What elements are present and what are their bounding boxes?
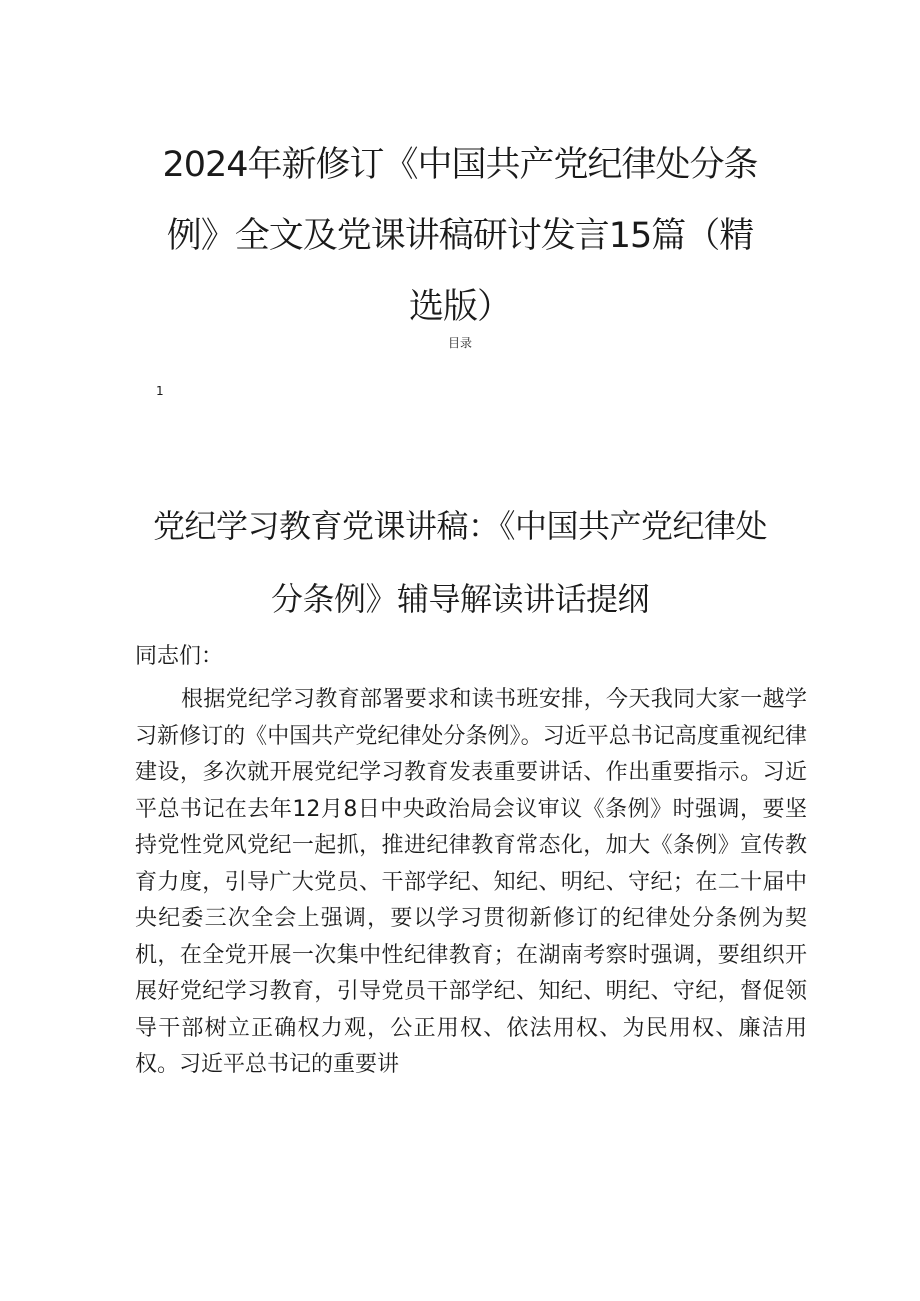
toc-label: 目录 [447, 336, 472, 350]
toc-entry[interactable]: 1 [156, 384, 164, 398]
salutation: 同志们： [135, 644, 224, 669]
body-paragraph: 根据党纪学习教育部署要求和读书班安排，今天我同大家一越学习新修订的《中国共产党纪律处分条例》。习近平总书记高度重视纪律建设，多次就开展党纪学习教育发表重要讲话、作出重要指示。习近平总书记在去年12月8日中央政治局会议审议《条例》时强调，要坚持党性党风党纪一起抓，推进纪律教育常态化，加大《条例》宣传教育力度，引导广大党员、干部学纪、知纪、明纪、守纪；在二十届中央纪委三次全会上强调，要以学习贯彻新修订的纪律处分条例为契机，在全党开展一次集中性纪律教育；在湖南考察时强调，要组织开展好党纪学习教育，引导党员干部学纪、知纪、明纪、守纪，督促领导干部树立正确权力观，公正用权、依法用权、为民用权、廉洁用权。习近平总书记的重要讲 [135, 687, 807, 1077]
section-title: 党纪学习教育党课讲稿：《中国共产党纪律处分条例》辅导解读讲话提纲 [152, 507, 767, 618]
document-title: 2024年新修订《中国共产党纪律处分条例》全文及党课讲稿研讨发言15篇（精选版） [162, 145, 758, 327]
